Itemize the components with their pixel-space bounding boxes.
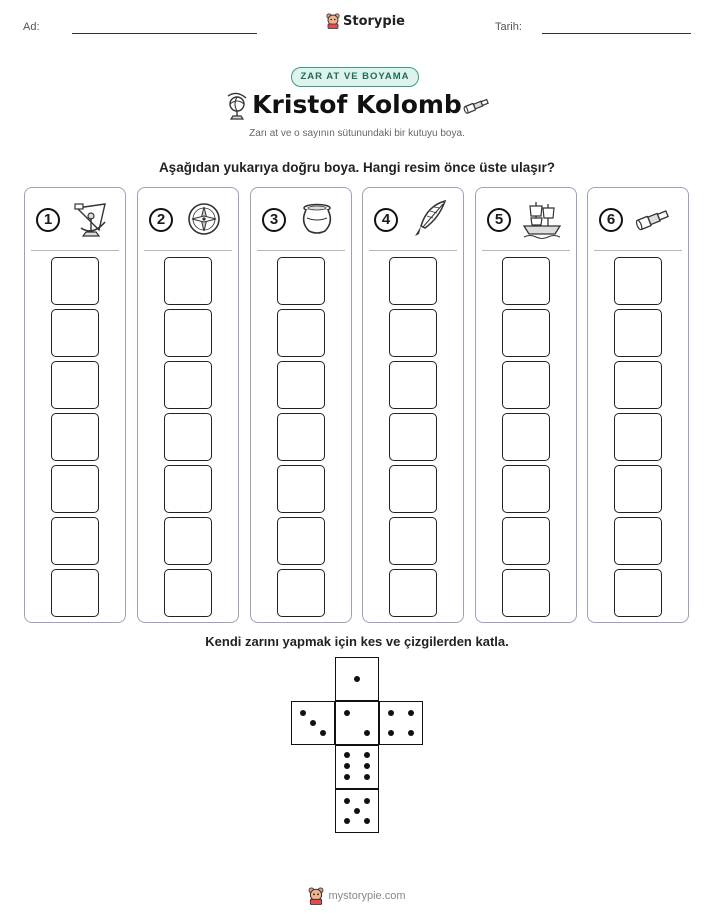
die-pip <box>320 730 326 736</box>
die-pip <box>364 752 370 758</box>
color-box[interactable] <box>164 413 212 461</box>
die-pip <box>364 774 370 780</box>
storypie-logo <box>326 13 405 29</box>
color-box[interactable] <box>51 569 99 617</box>
name-line[interactable] <box>72 33 257 34</box>
column-number: 3 <box>262 208 286 232</box>
column-divider <box>257 250 345 251</box>
color-box[interactable] <box>614 257 662 305</box>
die-face-right <box>379 701 423 745</box>
color-box[interactable] <box>51 465 99 513</box>
date-label: Tarih: <box>495 21 522 33</box>
die-face-top <box>335 657 379 701</box>
die-pip <box>354 808 360 814</box>
footer-url[interactable]: mystorypie.com <box>328 890 406 902</box>
color-box[interactable] <box>277 569 325 617</box>
color-box[interactable] <box>389 257 437 305</box>
die-pip <box>408 710 414 716</box>
color-box[interactable] <box>389 465 437 513</box>
quill-icon <box>409 198 449 240</box>
column-6 <box>587 187 689 623</box>
color-box[interactable] <box>51 361 99 409</box>
color-box[interactable] <box>502 309 550 357</box>
column-number: 2 <box>149 208 173 232</box>
column-number: 1 <box>36 208 60 232</box>
color-box[interactable] <box>51 257 99 305</box>
color-box[interactable] <box>502 517 550 565</box>
bear-footer-icon <box>308 887 324 905</box>
die-pip <box>364 818 370 824</box>
activity-badge: ZAR AT VE BOYAMA <box>291 67 419 87</box>
die-pip <box>364 763 370 769</box>
die-face-center <box>335 701 379 745</box>
color-box[interactable] <box>502 413 550 461</box>
die-face-back <box>335 789 379 833</box>
footer <box>0 887 714 905</box>
column-number: 4 <box>374 208 398 232</box>
die-pip <box>408 730 414 736</box>
die-pip <box>344 774 350 780</box>
color-box[interactable] <box>502 361 550 409</box>
color-box[interactable] <box>614 517 662 565</box>
die-pip <box>364 730 370 736</box>
column-divider <box>31 250 119 251</box>
die-pip <box>344 752 350 758</box>
color-box[interactable] <box>614 465 662 513</box>
color-box[interactable] <box>389 309 437 357</box>
color-box[interactable] <box>277 309 325 357</box>
spyglass-title-icon <box>462 96 492 114</box>
die-caption: Kendi zarını yapmak için kes ve çizgilerden katla. <box>205 634 509 649</box>
die-face-left <box>291 701 335 745</box>
column-2 <box>137 187 239 623</box>
die-pip <box>344 763 350 769</box>
color-box[interactable] <box>277 413 325 461</box>
column-4 <box>362 187 464 623</box>
color-box[interactable] <box>164 309 212 357</box>
color-box[interactable] <box>389 517 437 565</box>
compass-icon <box>184 198 224 240</box>
color-box[interactable] <box>51 309 99 357</box>
color-box[interactable] <box>164 361 212 409</box>
die-pip <box>344 710 350 716</box>
die-pip <box>344 818 350 824</box>
die-pip <box>310 720 316 726</box>
die-pip <box>364 798 370 804</box>
die-pip <box>344 798 350 804</box>
column-divider <box>482 250 570 251</box>
date-line[interactable] <box>542 33 691 34</box>
color-box[interactable] <box>614 413 662 461</box>
color-box[interactable] <box>614 361 662 409</box>
column-number: 6 <box>599 208 623 232</box>
name-label: Ad: <box>23 21 40 33</box>
die-pip <box>388 730 394 736</box>
column-5 <box>475 187 577 623</box>
color-box[interactable] <box>277 361 325 409</box>
color-box[interactable] <box>389 569 437 617</box>
color-box[interactable] <box>51 413 99 461</box>
color-box[interactable] <box>277 517 325 565</box>
color-box[interactable] <box>51 517 99 565</box>
sextant-icon <box>71 198 111 240</box>
column-divider <box>369 250 457 251</box>
color-box[interactable] <box>164 465 212 513</box>
instruction: Aşağıdan yukarıya doğru boya. Hangi resim önce üste ulaşır? <box>158 160 556 175</box>
color-box[interactable] <box>389 413 437 461</box>
column-1 <box>24 187 126 623</box>
spyglass-icon <box>634 198 674 240</box>
color-box[interactable] <box>277 465 325 513</box>
page-title: Kristof Kolomb <box>252 90 462 119</box>
color-box[interactable] <box>614 569 662 617</box>
color-box[interactable] <box>502 465 550 513</box>
column-divider <box>144 250 232 251</box>
bear-logo-icon <box>326 13 340 29</box>
color-box[interactable] <box>164 257 212 305</box>
logo-text: Storypie <box>343 13 405 29</box>
color-box[interactable] <box>502 257 550 305</box>
column-number: 5 <box>487 208 511 232</box>
die-pip <box>300 710 306 716</box>
column-divider <box>594 250 682 251</box>
die-pip <box>388 710 394 716</box>
ship-icon <box>522 198 562 240</box>
pot-icon <box>297 198 337 240</box>
color-box[interactable] <box>164 517 212 565</box>
color-box[interactable] <box>502 569 550 617</box>
color-box[interactable] <box>389 361 437 409</box>
die-pip <box>354 676 360 682</box>
die-face-bottom <box>335 745 379 789</box>
color-box[interactable] <box>614 309 662 357</box>
column-3 <box>250 187 352 623</box>
subtitle: Zarı at ve o sayının sütunundaki bir kutuyu boya. <box>249 128 465 139</box>
color-box[interactable] <box>164 569 212 617</box>
color-box[interactable] <box>277 257 325 305</box>
